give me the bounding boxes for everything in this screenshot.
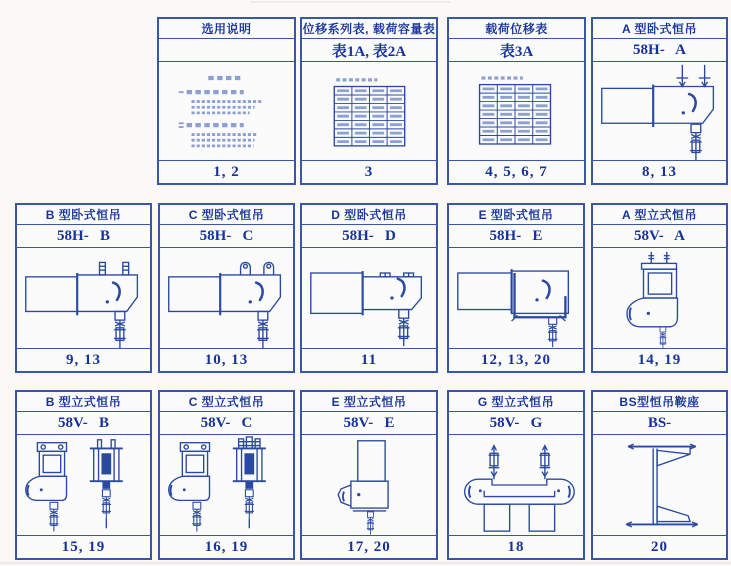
- panel-title: A 型卧式恒吊: [593, 19, 726, 39]
- horizontal-hanger-b-drawing: [17, 248, 150, 348]
- panel-model: 58V- A: [593, 225, 726, 248]
- panel-drawing-area: [449, 435, 583, 535]
- panel-title: E 型卧式恒吊: [449, 205, 583, 225]
- panel-58v-a: [591, 203, 728, 373]
- panel-title: C 型立式恒吊: [160, 392, 293, 412]
- panel-title: G 型立式恒吊: [449, 392, 583, 412]
- panel-page-numbers: 16, 19: [160, 535, 293, 558]
- panel-58v-e: [300, 390, 438, 560]
- panel-drawing-area: [160, 435, 293, 535]
- panel-drawing-area: [449, 62, 584, 160]
- panel-title: 载荷位移表: [449, 19, 584, 39]
- panel-drawing-area: [159, 62, 294, 160]
- panel-model: 表1A, 表2A: [302, 39, 436, 62]
- vertical-hanger-g-drawing: [449, 435, 583, 535]
- panel-drawing-area: [302, 62, 436, 160]
- panel-selection-notes: [157, 17, 296, 185]
- panel-table-1a-2a: [300, 17, 438, 185]
- panel-title: A 型立式恒吊: [593, 205, 726, 225]
- panel-page-numbers: 20: [593, 535, 726, 558]
- panel-58h-c: [158, 203, 295, 373]
- panel-drawing-area: [302, 435, 436, 535]
- panel-model: [159, 39, 294, 62]
- selection-notes-text-drawing: [159, 62, 294, 160]
- panel-58v-g: [447, 390, 585, 560]
- scan-artifact: [250, 1, 450, 3]
- panel-drawing-area: [593, 62, 726, 160]
- panel-table-3a: [447, 17, 586, 185]
- panel-page-numbers: 12, 13, 20: [449, 348, 583, 371]
- panel-page-numbers: 17, 20: [302, 535, 436, 558]
- scan-artifact: [0, 562, 731, 564]
- panel-model: 58H- D: [302, 225, 436, 248]
- panel-model: 58V- E: [302, 412, 436, 435]
- panel-page-numbers: 14, 19: [593, 348, 726, 371]
- vertical-hanger-e-drawing: [302, 435, 436, 535]
- bs-saddle-drawing: [593, 435, 726, 535]
- panel-58v-c: [158, 390, 295, 560]
- vertical-hanger-a-drawing: [593, 248, 726, 348]
- panel-title: 选用说明: [159, 19, 294, 39]
- panel-page-numbers: 8, 13: [593, 160, 726, 183]
- panel-title: E 型立式恒吊: [302, 392, 436, 412]
- panel-title: BS型恒吊鞍座: [593, 392, 726, 412]
- panel-page-numbers: 15, 19: [17, 535, 150, 558]
- panel-model: 58H- A: [593, 39, 726, 62]
- panel-drawing-area: [593, 435, 726, 535]
- panel-page-numbers: 1, 2: [159, 160, 294, 183]
- panel-model: 58H- E: [449, 225, 583, 248]
- panel-model: 58V- C: [160, 412, 293, 435]
- panel-page-numbers: 4, 5, 6, 7: [449, 160, 584, 183]
- panel-title: 位移系列表, 载荷容量表: [302, 19, 436, 39]
- vertical-hanger-b-drawing: [17, 435, 150, 535]
- panel-title: D 型卧式恒吊: [302, 205, 436, 225]
- panel-58h-a: [591, 17, 728, 185]
- panel-model: 表3A: [449, 39, 584, 62]
- panel-page-numbers: 11: [302, 348, 436, 371]
- panel-58h-d: [300, 203, 438, 373]
- panel-drawing-area: [302, 248, 436, 348]
- panel-bs-saddle: [591, 390, 728, 560]
- panel-model: 58H- C: [160, 225, 293, 248]
- panel-title: C 型卧式恒吊: [160, 205, 293, 225]
- panel-title: B 型立式恒吊: [17, 392, 150, 412]
- panel-drawing-area: [160, 248, 293, 348]
- panel-58h-e: [447, 203, 585, 373]
- panel-page-numbers: 10, 13: [160, 348, 293, 371]
- panel-model: 58H- B: [17, 225, 150, 248]
- panel-58h-b: [15, 203, 152, 373]
- horizontal-hanger-a-drawing: [593, 62, 726, 160]
- panel-drawing-area: [17, 435, 150, 535]
- panel-drawing-area: [17, 248, 150, 348]
- panel-drawing-area: [593, 248, 726, 348]
- panel-58v-b: [15, 390, 152, 560]
- panel-page-numbers: 9, 13: [17, 348, 150, 371]
- panel-drawing-area: [449, 248, 583, 348]
- panel-model: 58V- B: [17, 412, 150, 435]
- mini-data-table-drawing: [449, 62, 584, 160]
- horizontal-hanger-c-drawing: [160, 248, 293, 348]
- panel-model: 58V- G: [449, 412, 583, 435]
- panel-page-numbers: 18: [449, 535, 583, 558]
- vertical-hanger-c-drawing: [160, 435, 293, 535]
- mini-data-table-drawing: [302, 62, 436, 160]
- panel-title: B 型卧式恒吊: [17, 205, 150, 225]
- panel-model: BS-: [593, 412, 726, 435]
- horizontal-hanger-e-drawing: [449, 248, 583, 348]
- horizontal-hanger-d-drawing: [302, 248, 436, 348]
- panel-page-numbers: 3: [302, 160, 436, 183]
